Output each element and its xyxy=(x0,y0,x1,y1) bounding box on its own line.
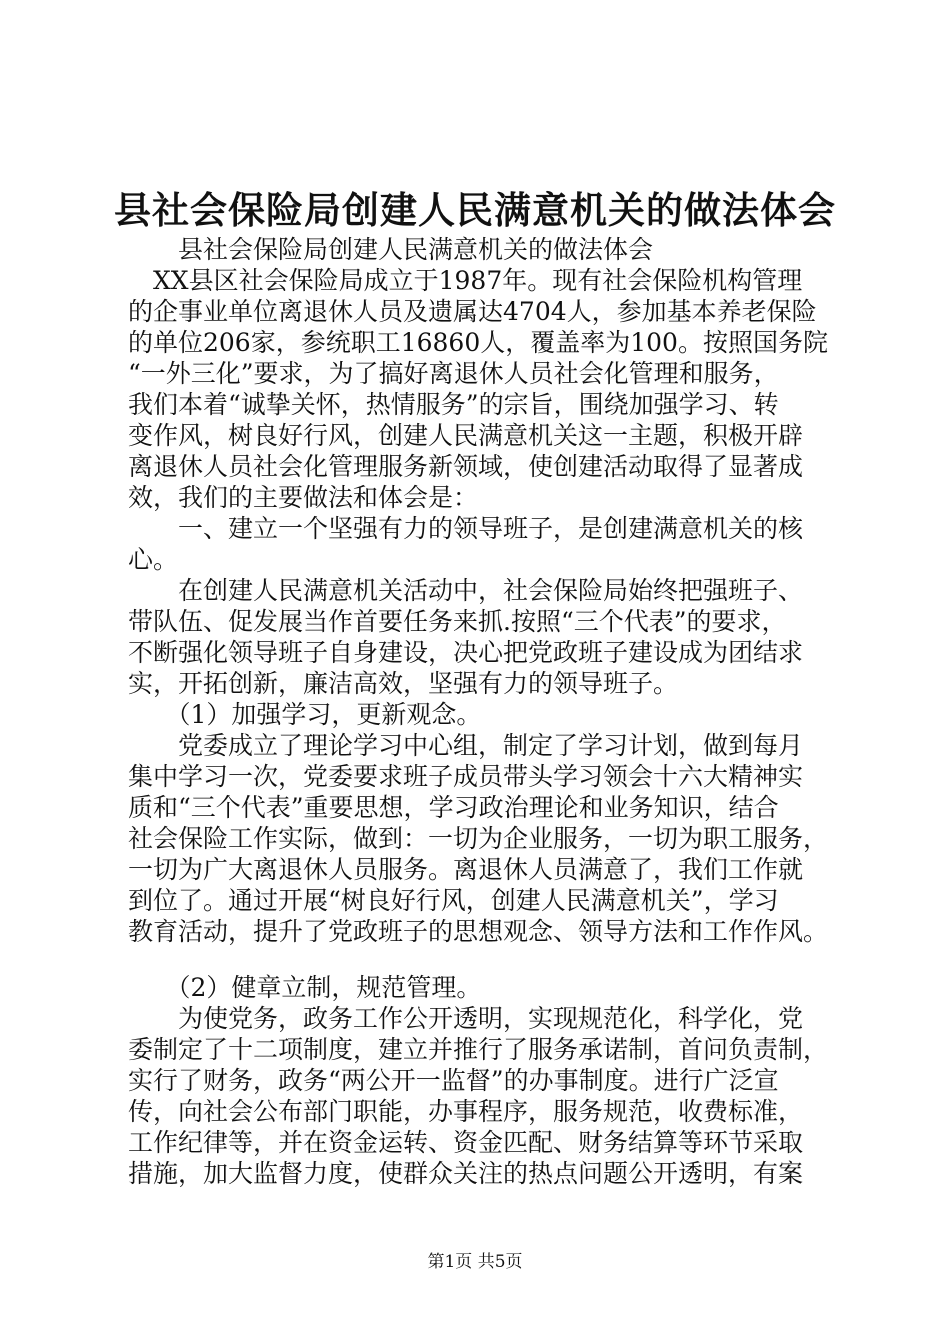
body-line: 集中学习一次，党委要求班子成员带头学习领会十六大精神实 xyxy=(128,762,804,791)
body-line: 实行了财务，政务“两公开一监督”的办事制度。进行广泛宣 xyxy=(128,1066,779,1095)
subsection-heading: （1）加强学习，更新观念。 xyxy=(128,700,482,729)
body-line: 为使党务，政务工作公开透明，实现规范化，科学化，党 xyxy=(128,1004,804,1033)
body-line: 委制定了十二项制度，建立并推行了服务承诺制，首问负责制， xyxy=(128,1035,829,1064)
body-line: 传，向社会公布部门职能，办事程序，服务规范，收费标准， xyxy=(128,1097,804,1126)
body-line: 的单位206家，参统职工16860人，覆盖率为100。按照国务院 xyxy=(128,328,828,357)
body-line: 县社会保险局创建人民满意机关的做法体会 xyxy=(128,235,654,264)
body-line: 工作纪律等，并在资金运转、资金匹配、财务结算等环节采取 xyxy=(128,1128,804,1157)
body-line: 的企事业单位离退休人员及遗属达4704人，参加基本养老保险 xyxy=(128,297,817,326)
body-line: 变作风，树良好行风，创建人民满意机关这一主题，积极开辟 xyxy=(128,421,804,450)
body-line: 离退休人员社会化管理服务新领域，使创建活动取得了显著成 xyxy=(128,452,804,481)
body-line: 一切为广大离退休人员服务。离退休人员满意了，我们工作就 xyxy=(128,855,804,884)
document-title: 县社会保险局创建人民满意机关的做法体会 xyxy=(114,188,836,232)
subsection-heading: （2）健章立制，规范管理。 xyxy=(128,973,482,1002)
section-heading: 一、建立一个坚强有力的领导班子，是创建满意机关的核 xyxy=(128,514,804,543)
body-line: 实，开拓创新，廉洁高效，坚强有力的领导班子。 xyxy=(128,669,679,698)
page-footer: 第1页 共5页 xyxy=(427,1252,523,1272)
body-line: 效，我们的主要做法和体会是： xyxy=(128,483,479,512)
section-heading: 心。 xyxy=(128,545,179,574)
body-line: 我们本着“诚挚关怀，热情服务”的宗旨，围绕加强学习、转 xyxy=(128,390,779,419)
body-line: 党委成立了理论学习中心组，制定了学习计划，做到每月 xyxy=(128,731,804,760)
body-line: 质和“三个代表”重要思想，学习政治理论和业务知识，结合 xyxy=(128,793,779,822)
body-line: 措施，加大监督力度，使群众关注的热点问题公开透明，有案 xyxy=(128,1159,804,1188)
body-line: 教育活动，提升了党政班子的思想观念、领导方法和工作作风。 xyxy=(128,917,829,946)
body-line: 到位了。通过开展“树良好行风，创建人民满意机关”，学习 xyxy=(128,886,779,915)
body-line: “一外三化”要求，为了搞好离退休人员社会化管理和服务， xyxy=(128,359,779,388)
body-line: 在创建人民满意机关活动中，社会保险局始终把强班子、 xyxy=(128,576,804,605)
body-line: XX县区社会保险局成立于1987年。现有社会保险机构管理 xyxy=(128,266,803,295)
body-line: 社会保险工作实际，做到：一切为企业服务，一切为职工服务， xyxy=(128,824,829,853)
body-line: 带队伍、促发展当作首要任务来抓.按照“三个代表”的要求， xyxy=(128,607,787,636)
body-line: 不断强化领导班子自身建设，决心把党政班子建设成为团结求 xyxy=(128,638,804,667)
